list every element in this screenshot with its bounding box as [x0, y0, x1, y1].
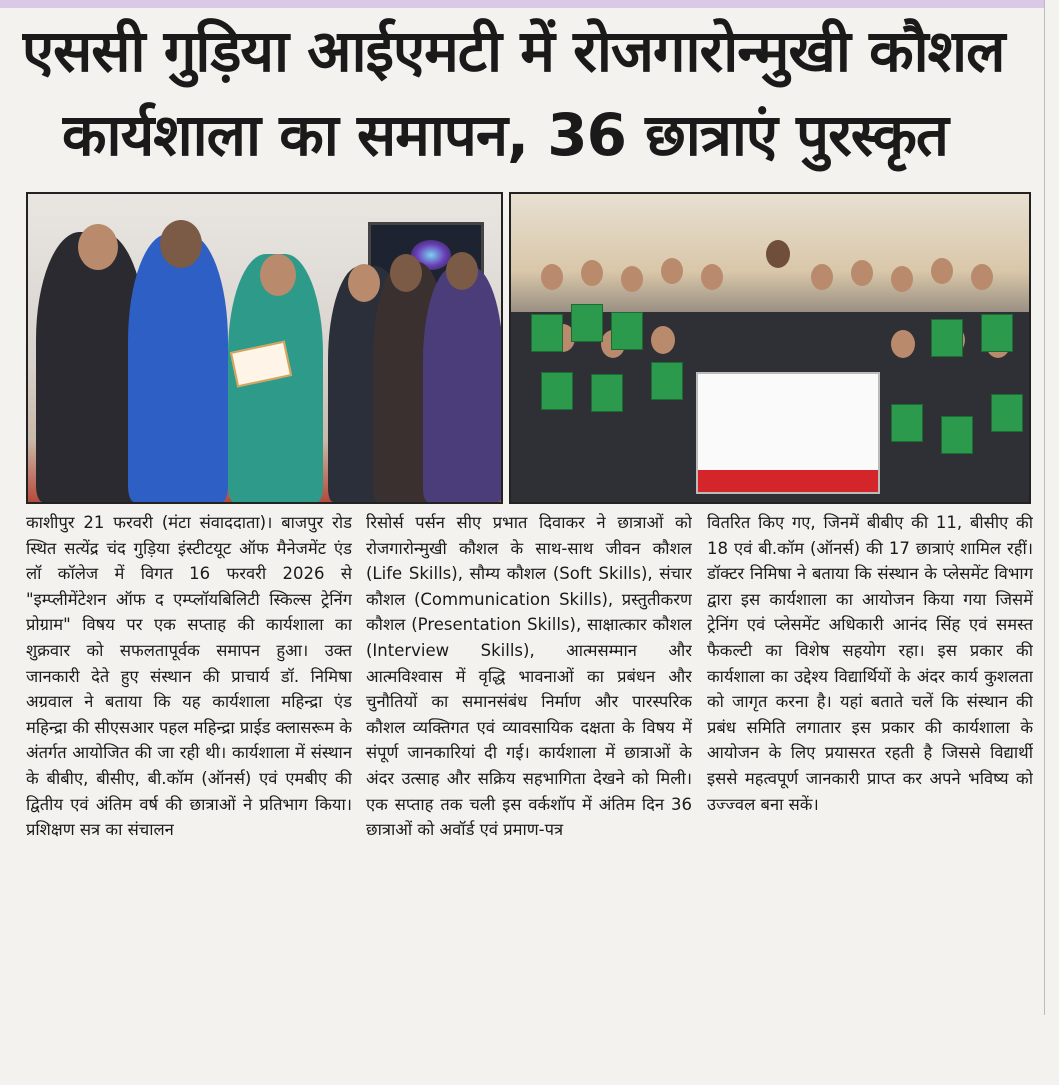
- article-column-1: काशीपुर 21 फरवरी (मंटा संवाददाता)। बाजपुर रोड स्थित सत्येंद्र चंद गुड़िया इंस्टीटयूट ऑफ मैनेजमेंट एंड लॉ कॉलेज में विगत 16 फरवरी 2026 से "इम्प्लीमेंटेशन ऑफ द एम्प्लॉयबिलिटी स्किल्स ट्रेनिंग प्रोग्राम" विषय पर एक सप्ताह की कार्यशाला का शुक्रवार को सफलतापूर्वक समापन हुआ। उक्त जानकारी देते हुए संस्थान की प्राचार्य डॉ. निमिषा अग्रवाल ने बताया कि यह कार्यशाला महिन्द्रा एंड महिन्द्रा की सीएसआर पहल महिन्द्रा प्राईड क्लासरूम के अंतर्गत आयोजित की जा रही थी। कार्यशाला में संस्थान के बीबीए, बीसीए, बी.कॉम (ऑनर्स) एवं एमबीए की द्वितीय एवं अंतिम वर्ष की छात्राओं ने प्रतिभाग किया। प्रशिक्षण सत्र का संचालन: [26, 513, 352, 840]
- headline-line-1: एससी गुड़िया आईएमटी में रोजगारोन्मुखी कौशल: [22, 17, 1005, 85]
- top-rule: [0, 0, 1059, 8]
- article-column-2: रिसोर्स पर्सन सीए प्रभात दिवाकर ने छात्राओं को रोजगारोन्मुखी कौशल के साथ-साथ जीवन कौशल (Life Skills), सौम्य कौशल (Soft Skills), संचार कौशल (Communication Skills), प्रस्तुतीकरण कौशल (Presentation Skills), साक्षात्कार कौशल (Interview Skills), आत्मसम्मान और आत्मविश्वास में वृद्धि भावनाओं का प्रबंधन और चुनौतियों का समानसंबंध निर्माण और पारस्परिक कौशल व्यक्तिगत एवं व्यावसायिक दक्षता के विषय में संपूर्ण जानकारियां दी गई। कार्यशाला में छात्राओं के अंदर उत्साह और सक्रिय सहभागिता देखने को मिली। एक सप्ताह तक चली इस वर्कशॉप में अंतिम दिन 36 छात्राओं को अवॉर्ड एवं प्रमाण-पत्र: [366, 513, 692, 840]
- article-column-3: वितरित किए गए, जिनमें बीबीए की 11, बीसीए की 18 एवं बी.कॉम (ऑनर्स) की 17 छात्राएं शामिल रहीं। डॉक्टर निमिषा ने बताया कि संस्थान के प्लेसमेंट विभाग द्वारा इस कार्यशाला का आयोजन किया गया जिसमें ट्रेनिंग एवं प्लेसमेंट अधिकारी आनंद सिंह एवं समस्त फैकल्टी का विशेष सहयोग रहा। इस प्रकार की कार्यशाला का उद्देश्य विद्यार्थियों के अंदर कार्य कुशलता को जागृत करना है। यहां बताते चलें कि संस्थान की प्रबंध समिति लगातार इस प्रकार की कार्यशाला के आयोजन के लिए प्रयासरत रहती है जिससे विद्यार्थी इससे महत्वपूर्ण जानकारी प्राप्त कर अपने भविष्य को उज्ज्वल बना सकें।: [707, 513, 1033, 814]
- adjacent-article-edge: [1044, 0, 1059, 1015]
- sponsor-banner: [696, 372, 880, 494]
- photo-certificate-presentation: [26, 192, 503, 504]
- photo-group-students: [509, 192, 1031, 504]
- headline-line-2: कार्यशाला का समापन, 36 छात्राएं पुरस्कृत: [62, 101, 948, 169]
